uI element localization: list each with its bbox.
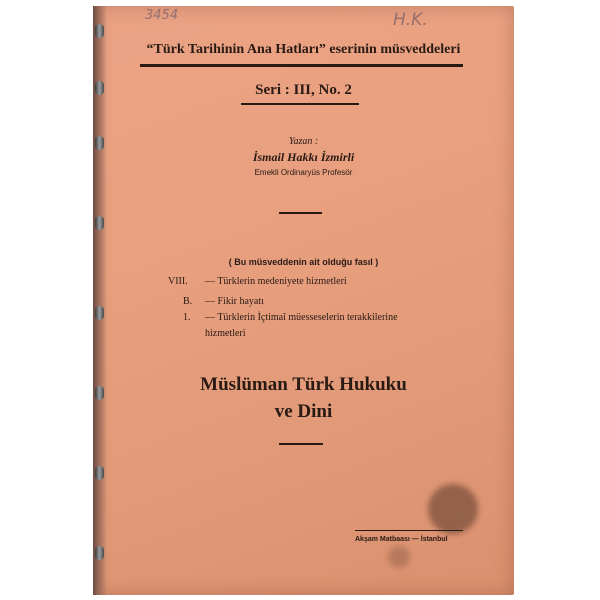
series-title: “Türk Tarihinin Ana Hatları” eserinin müsveddeleri: [146, 42, 461, 57]
chapter-item-text: — Fikir hayatı: [205, 296, 264, 307]
staple: [95, 546, 104, 560]
staple: [95, 24, 104, 38]
divider: [279, 443, 323, 445]
chapter-item-num: B.: [183, 296, 193, 307]
stain: [428, 484, 478, 534]
chapter-item-num: 1.: [183, 312, 191, 323]
chapter-note: ( Bu müsveddenin ait olduğu fasıl ): [228, 257, 379, 267]
printer-rule: [355, 530, 463, 531]
staple: [95, 466, 104, 480]
printer-name: Akşam Matbaası — İstanbul: [355, 536, 448, 543]
header-rule: [140, 64, 463, 67]
chapter-item-text: hizmetleri: [205, 328, 246, 339]
chapter-item-text: — Türklerin medeniyete hizmetleri: [205, 276, 347, 287]
main-title-line2: ve Dini: [274, 401, 333, 422]
series-number: Seri : III, No. 2: [255, 82, 352, 98]
pencil-note: 3454: [145, 8, 179, 23]
chapter-item-num: VIII.: [168, 276, 188, 287]
pencil-note: H.K.: [393, 10, 428, 30]
author-label: Yazan :: [288, 136, 319, 147]
author-title: Emekli Ordinaryüs Profesör: [254, 168, 353, 177]
staple: [95, 216, 104, 230]
chapter-item-text: — Türklerin İçtimaî müesseselerin terakkilerine: [205, 312, 398, 323]
author-name: İsmail Hakkı İzmirli: [252, 150, 355, 164]
main-title-line1: Müslüman Türk Hukuku: [200, 374, 407, 395]
divider: [279, 212, 322, 214]
booklet-cover: [93, 6, 514, 595]
stain: [388, 546, 410, 568]
staple: [95, 306, 104, 320]
series-underline: [241, 103, 359, 105]
